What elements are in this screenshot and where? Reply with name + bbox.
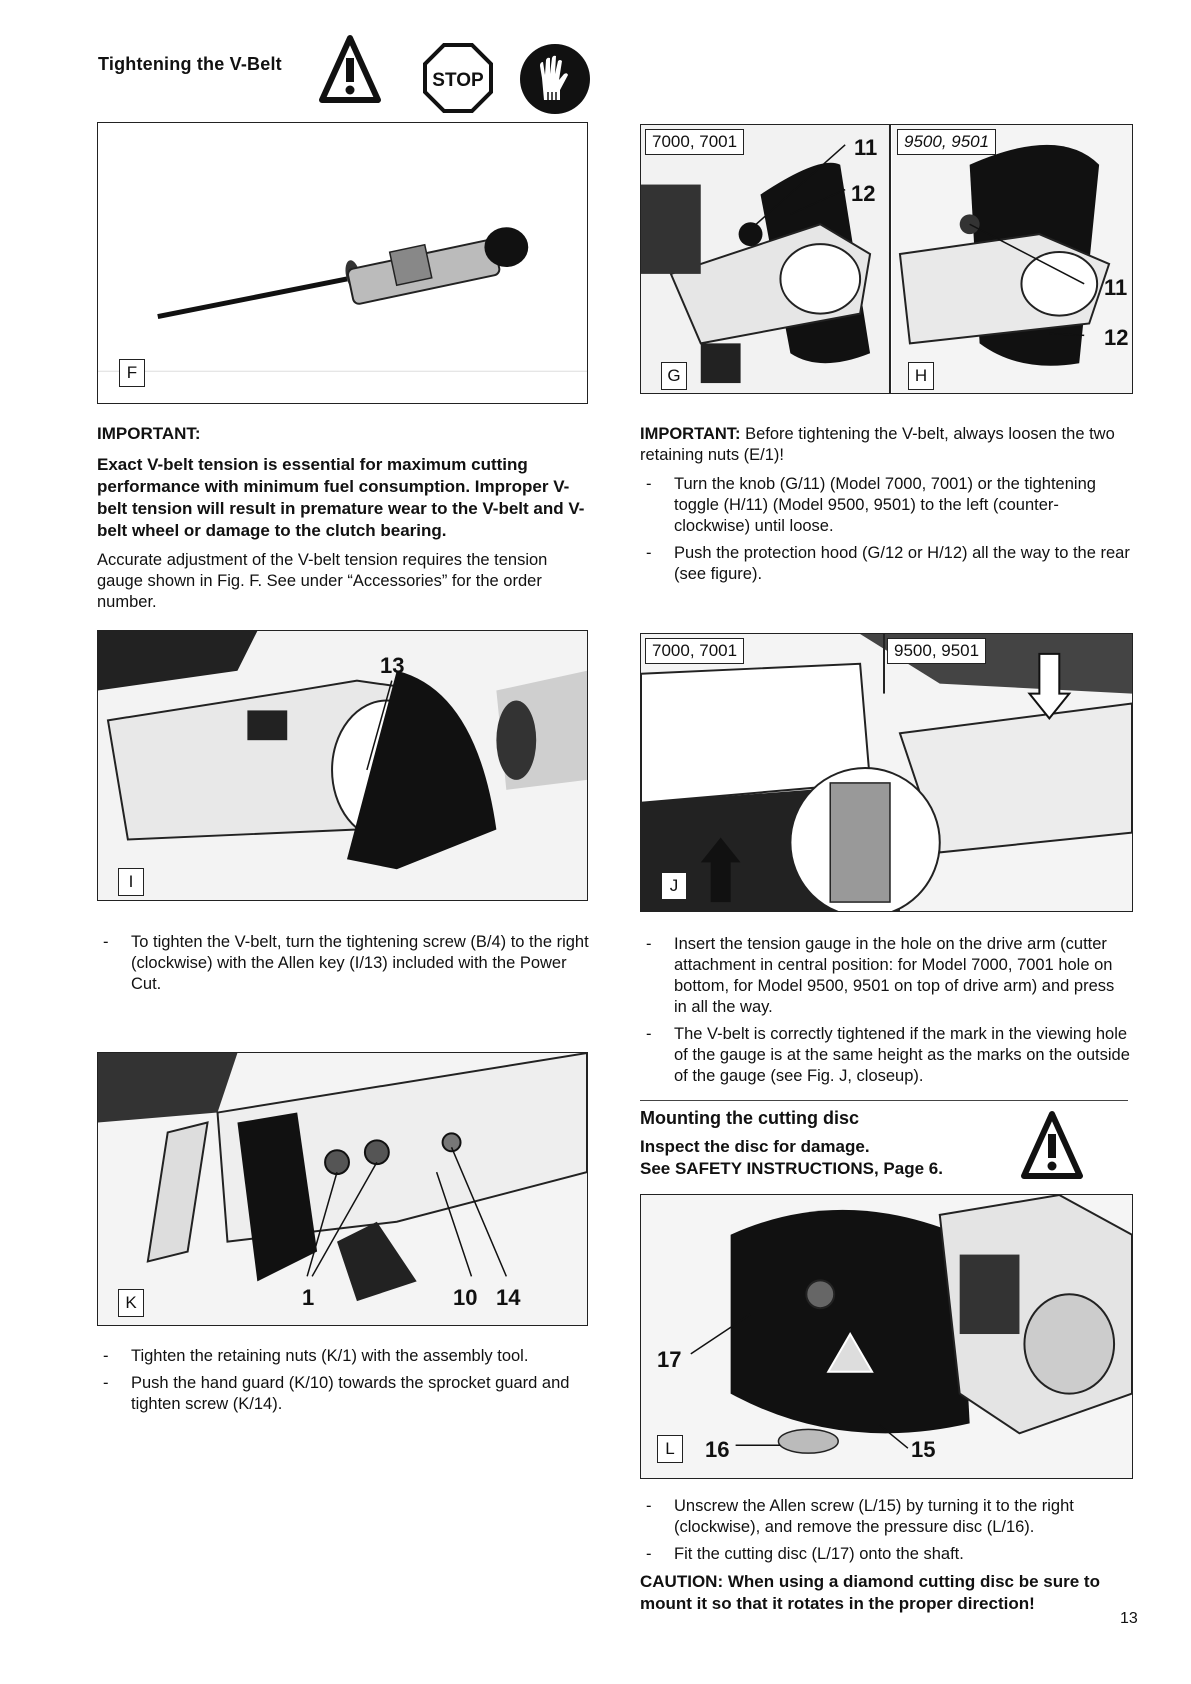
step-l-2: - Fit the cutting disc (L/17) onto the shaft. <box>640 1544 1130 1565</box>
caution-text: CAUTION: When using a diamond cutting disc be sure to mount it so that it rotates in the proper direction! <box>640 1572 1100 1613</box>
important-heading: IMPORTANT: <box>97 424 201 443</box>
figure-i-photo <box>97 630 588 901</box>
figure-i-callout-13: 13 <box>380 653 405 678</box>
figure-k-callout-1: 1 <box>302 1285 315 1310</box>
figure-j-model-right: 9500, 9501 <box>887 638 986 664</box>
figure-g-model-tag: 7000, 7001 <box>645 129 744 155</box>
figure-l-callout-15: 15 <box>911 1437 936 1462</box>
step-i-1: - To tighten the V-belt, turn the tightening screw (B/4) to the right (clockwise) with the Allen key (I/13) included with the Power Cut. <box>97 932 592 995</box>
step-k-2: - Push the hand guard (K/10) towards the sprocket guard and tighten screw (K/14). <box>97 1373 592 1415</box>
page-title: Tightening the V-Belt <box>98 54 282 74</box>
figure-h-model-tag: 9500, 9501 <box>897 129 996 155</box>
figure-k-label: K <box>118 1289 144 1317</box>
step-l-1: - Unscrew the Allen screw (L/15) by turning it to the right (clockwise), and remove the pressure disc (L/16). <box>640 1496 1130 1538</box>
figure-h-callout-11: 11 <box>1104 275 1128 300</box>
mounting-title: Mounting the cutting disc <box>640 1108 859 1128</box>
figure-f-label: F <box>119 359 145 387</box>
step-j-2: - The V-belt is correctly tightened if the mark in the viewing hole of the gauge is at the same height as the marks on the outside of the gauge (see Fig. J, closeup). <box>640 1024 1130 1087</box>
figure-j-photo <box>640 633 1133 912</box>
steps-j-list <box>640 934 1130 1087</box>
steps-l-list <box>640 1496 1130 1565</box>
figure-j-label: J <box>661 872 687 900</box>
important-text: Accurate adjustment of the V-belt tension requires the tension gauge shown in Fig. F. See under “Accessories” for the order number. <box>97 551 548 611</box>
figure-g-h-panel <box>640 124 1133 394</box>
figure-g-callout-12: 12 <box>851 181 876 206</box>
figure-h-label: H <box>908 362 934 390</box>
section-divider <box>640 1100 1128 1101</box>
figure-i-label: I <box>118 868 144 896</box>
figure-j-model-left: 7000, 7001 <box>645 638 744 664</box>
svg-text:STOP: STOP <box>432 70 484 91</box>
right-important-paragraph <box>640 424 1130 466</box>
figure-k-callout-14: 14 <box>496 1285 521 1310</box>
step-i-list <box>97 932 592 995</box>
stop-sign-icon <box>422 42 494 114</box>
steps-k-list <box>97 1346 592 1415</box>
step-gh-2: - Push the protection hood (G/12 or H/12) all the way to the rear (see figure). <box>640 543 1130 585</box>
step-k-1: - Tighten the retaining nuts (K/1) with the assembly tool. <box>97 1346 592 1367</box>
gloves-icon <box>518 42 592 116</box>
figure-l-photo <box>640 1194 1133 1479</box>
page-number: 13 <box>1120 1610 1138 1627</box>
inspect-line-1: Inspect the disc for damage. <box>640 1137 870 1156</box>
figure-l-label: L <box>657 1435 683 1463</box>
figure-l-callout-16: 16 <box>705 1437 730 1462</box>
important-bold-text: Exact V-belt tension is essential for maximum cutting performance with minimum fuel consumption. Improper V-belt tension will result in premature wear to the V-belt and V-belt wheel or damage to the clutch bearing. <box>97 455 585 540</box>
right-important-label: IMPORTANT: <box>640 425 741 443</box>
warning-triangle-icon <box>318 34 382 106</box>
right-important-text: Before tightening the V-belt, always loosen the two retaining nuts (E/1)! <box>640 425 1115 464</box>
step-j-1: - Insert the tension gauge in the hole on the drive arm (cutter attachment in central position: for Model 7000, 7001 hole on bottom, for Model 9500, 9501 on top of drive arm) and press in all the way. <box>640 934 1130 1018</box>
figure-k-callout-10: 10 <box>453 1285 478 1310</box>
figure-h-callout-12: 12 <box>1104 325 1129 350</box>
figure-g-label: G <box>661 362 687 390</box>
figure-g-callout-11: 11 <box>854 135 878 160</box>
figure-f-tension-gauge <box>97 122 588 404</box>
step-gh-1: - Turn the knob (G/11) (Model 7000, 7001) or the tightening toggle (H/11) (Model 9500, 9501) to the left (counter-clockwise) until loose. <box>640 474 1130 537</box>
figure-k-photo <box>97 1052 588 1326</box>
steps-gh-list <box>640 474 1130 585</box>
inspect-line-2: See SAFETY INSTRUCTIONS, Page 6. <box>640 1159 943 1178</box>
warning-triangle-icon-2 <box>1020 1110 1084 1182</box>
figure-l-callout-17: 17 <box>657 1347 682 1372</box>
